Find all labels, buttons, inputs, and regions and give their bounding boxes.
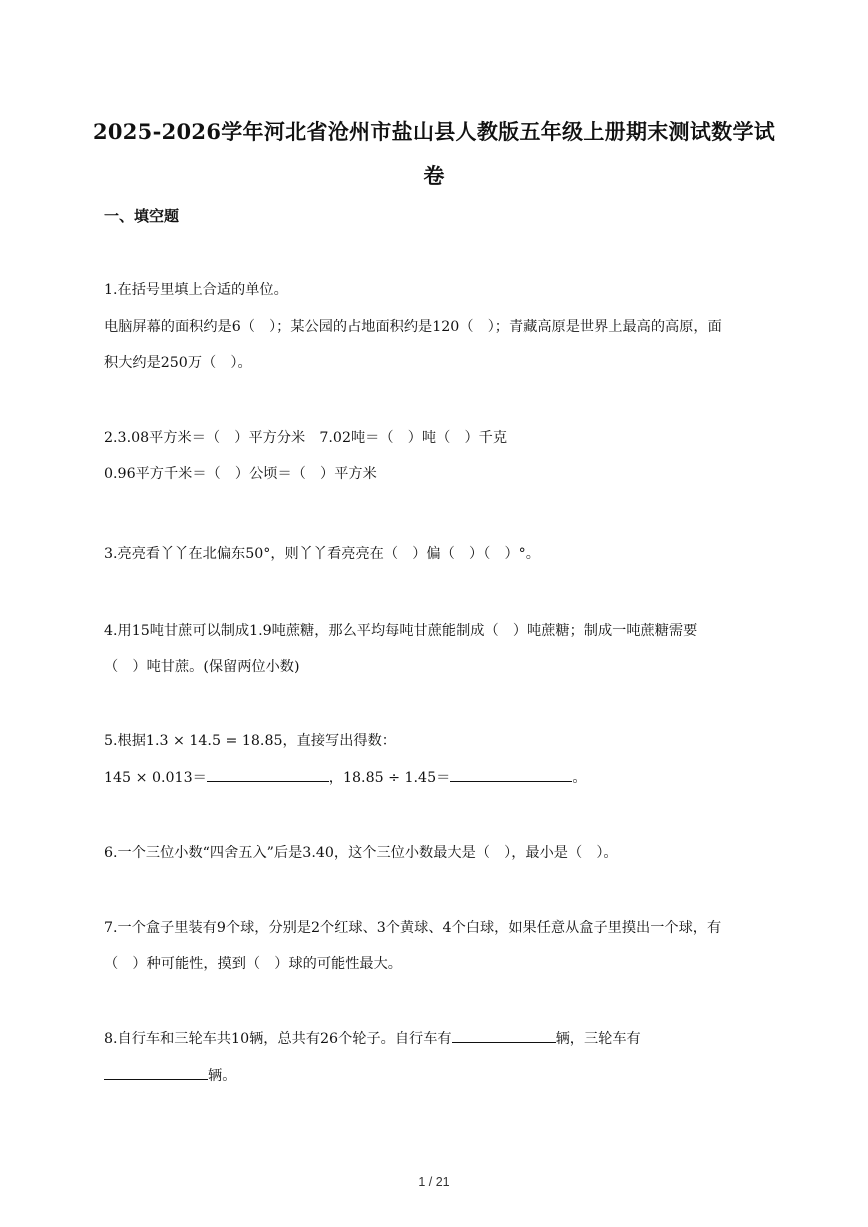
- question-1-line-3: 积大约是250万（ ）。: [104, 355, 252, 371]
- question-1-line-2: 电脑屏幕的面积约是6（ ）；某公园的占地面积约是120（ ）；青藏高原是世界上最高的高原，面: [104, 319, 722, 335]
- question-7-line-1: 7.一个盒子里装有9个球，分别是2个红球、3个黄球、4个白球，如果任意从盒子里摸出一个球，有: [104, 920, 722, 936]
- document-title-line-1: 2025-2026学年河北省沧州市盐山县人教版五年级上册期末测试数学试: [92, 119, 776, 144]
- answer-blank[interactable]: [450, 766, 572, 782]
- question-2-line-1: 2.3.08平方米＝（ ）平方分米 7.02吨＝（ ）吨（ ）千克: [104, 430, 508, 446]
- section-heading: 一、填空题: [104, 207, 180, 225]
- question-4-line-1: 4.用15吨甘蔗可以制成1.9吨蔗糖，那么平均每吨甘蔗能制成（ ）吨蔗糖；制成一吨蔗糖需要: [104, 623, 698, 639]
- answer-blank[interactable]: [104, 1064, 208, 1080]
- question-2-line-2: 0.96平方千米＝（ ）公顷＝（ ）平方米: [104, 466, 377, 482]
- question-4-line-2: （ ）吨甘蔗。(保留两位小数): [104, 659, 300, 675]
- question-5-line-2: [104, 766, 587, 787]
- question-8-prompt: 8.自行车和三轮车共10辆，总共有26个轮子。自行车有: [104, 1031, 452, 1047]
- separator: ，: [328, 770, 343, 786]
- question-8-line-2: [104, 1064, 236, 1085]
- question-5-line-1: 5.根据1.3 × 14.5 = 18.85，直接写出得数：: [104, 733, 396, 749]
- answer-blank[interactable]: [207, 766, 329, 782]
- question-3-line-1: 3.亮亮看丫丫在北偏东50°，则丫丫看亮亮在（ ）偏（ ）（ ）°。: [104, 546, 540, 562]
- question-6-line-1: 6.一个三位小数“四舍五入”后是3.40，这个三位小数最大是（ ），最小是（ ）。: [104, 845, 618, 861]
- document-title-line-2: 卷: [423, 163, 445, 188]
- question-7-line-2: （ ）种可能性，摸到（ ）球的可能性最大。: [104, 956, 402, 972]
- question-8-end: 辆。: [208, 1068, 237, 1084]
- sentence-end: 。: [572, 770, 587, 786]
- question-5-expression-1: 145 × 0.013＝: [104, 770, 207, 786]
- question-5-expression-2: 18.85 ÷ 1.45＝: [343, 770, 451, 786]
- page-number: 1 / 21: [418, 1175, 450, 1189]
- question-8-line-1: [104, 1027, 641, 1048]
- question-1-prompt: 1.在括号里填上合适的单位。: [104, 282, 288, 298]
- answer-blank[interactable]: [452, 1027, 556, 1043]
- question-8-middle: 辆，三轮车有: [555, 1031, 641, 1047]
